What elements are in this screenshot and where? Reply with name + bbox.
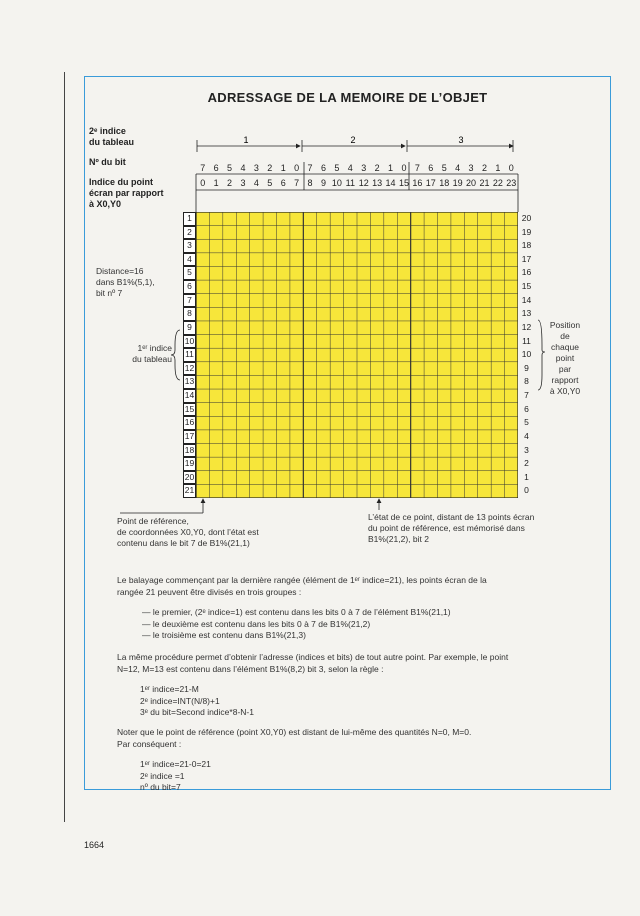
point-index-cell: 18	[439, 178, 450, 188]
row-number-cell: 6	[183, 280, 196, 294]
bit-number-cell: 6	[213, 163, 219, 173]
bit-number-cell: 3	[468, 163, 474, 173]
y-position-cell: 13	[521, 308, 532, 319]
point-index-cell: 7	[294, 178, 300, 188]
distance-note-line2: dans B1%(5,1),	[96, 277, 155, 287]
rule-line1: 1ᵉʳ indice=21-M	[140, 684, 199, 694]
row-number-cell: 19	[183, 457, 196, 471]
y-position-cell: 12	[521, 321, 532, 332]
bit-number-cell: 1	[388, 163, 394, 173]
index1-note-line2: du tableau	[132, 354, 172, 364]
point-index-cell: 16	[412, 178, 423, 188]
bit-number-cell: 4	[455, 163, 461, 173]
row-number-cell: 11	[183, 348, 196, 362]
position-note-line6: rapport	[551, 375, 579, 385]
point-index-cell: 2	[227, 178, 233, 188]
position-note-line2: de	[560, 331, 570, 341]
bit-number-cell: 7	[307, 163, 313, 173]
row-number-cell: 16	[183, 416, 196, 430]
bit-number-cell: 0	[401, 163, 407, 173]
row-number-cell: 2	[183, 226, 196, 240]
distance-note-line1: Distance=16	[96, 266, 144, 276]
bit-number-cell: 1	[495, 163, 501, 173]
point-index-cell: 5	[267, 178, 273, 188]
page-number: 1664	[84, 840, 105, 850]
bit-number-cell: 3	[253, 163, 259, 173]
reference-point-note	[117, 516, 259, 549]
bit-number-cell: 7	[414, 163, 420, 173]
y-position-cell: 17	[521, 253, 532, 264]
point-index-header-line1: Indice du point	[89, 177, 153, 187]
example-line2: 2ᵉ indice =1	[140, 770, 185, 781]
row-number-cell: 15	[183, 403, 196, 417]
y-position-cell: 14	[521, 294, 532, 305]
y-position-cell: 1	[524, 471, 529, 482]
point-index-cell: 13	[372, 178, 383, 188]
point-index-cell: 8	[307, 178, 313, 188]
state-point-note	[368, 512, 534, 545]
bit-number-cell: 5	[441, 163, 447, 173]
group-2-label: 2	[350, 135, 356, 145]
bit-number-cell: 2	[267, 163, 273, 173]
paragraph-scan-line1: Le balayage commençant par la dernière rangée (élément de 1ᵉʳ indice=21), les points écran de la	[117, 575, 487, 585]
group-list-item1: — le premier, (2ᵉ indice=1) est contenu dans les bits 0 à 7 de l’élément B1%(21,1)	[142, 607, 451, 617]
point-index-cell: 20	[466, 178, 477, 188]
point-index-cell: 1	[213, 178, 219, 188]
paragraph-procedure	[117, 652, 537, 675]
point-index-header-line3: à X0,Y0	[89, 199, 122, 209]
state-note-line3: B1%(21,2), bit 2	[368, 534, 429, 544]
y-position-cell: 20	[521, 213, 532, 223]
rule-line3: 3ᵉ du bit=Second indice*8-N-1	[140, 707, 254, 717]
point-index-header-line2: écran par rapport	[89, 188, 164, 198]
y-position-cell: 15	[521, 281, 532, 292]
bit-number-header: Nº du bit	[89, 157, 126, 167]
y-position-cell: 0	[524, 485, 529, 496]
state-note-line2: du point de référence, est mémorisé dans	[368, 523, 525, 533]
y-position-cell: 16	[521, 267, 532, 278]
position-note-line3: chaque	[551, 342, 579, 352]
paragraph-procedure-line1: La même procédure permet d’obtenir l’adresse (indices et bits) de tout autre point. Par exemple, le point	[117, 652, 509, 662]
paragraph-note-line2: Par conséquent :	[117, 738, 182, 749]
position-note-line4: point	[555, 353, 575, 363]
row-number-cell: 4	[183, 253, 196, 267]
paragraph-note	[117, 727, 537, 750]
example-line1: 1ᵉʳ indice=21-0=21	[140, 759, 211, 769]
group-list-item2: — le deuxième est contenu dans les bits 0 à 7 de B1%(21,2)	[142, 618, 371, 629]
position-note-line1: Position	[549, 320, 581, 330]
y-position-cell: 4	[524, 430, 529, 441]
index1-note	[116, 343, 172, 365]
rule-line2: 2ᵉ indice=INT(N/8)+1	[140, 695, 220, 706]
row-number-cell: 5	[183, 266, 196, 280]
example-list	[140, 759, 560, 794]
group-3-label: 3	[458, 135, 464, 145]
paragraph-scan	[117, 575, 537, 598]
point-index-cell: 9	[320, 178, 326, 188]
row-number-cell: 1	[183, 212, 196, 226]
point-index-cell: 4	[253, 178, 259, 188]
point-index-cell: 14	[385, 178, 396, 188]
point-index-cell: 23	[506, 178, 517, 188]
row-number-cell: 8	[183, 307, 196, 321]
bit-number-cell: 6	[320, 163, 326, 173]
row-number-cell: 17	[183, 430, 196, 444]
row-number-cell: 13	[183, 375, 196, 389]
point-index-cell: 19	[452, 178, 463, 188]
distance-note	[96, 266, 155, 299]
bit-number-cell: 2	[481, 163, 487, 173]
bit-number-cell: 4	[347, 163, 353, 173]
index2-header-line1: 2ᵉ indice	[89, 126, 126, 136]
y-position-cell: 5	[524, 417, 529, 428]
row-number-cell: 18	[183, 444, 196, 458]
point-index-cell: 6	[280, 178, 286, 188]
y-position-cell: 3	[524, 444, 529, 455]
point-index-cell: 12	[358, 178, 369, 188]
index1-note-line1: 1ᵉʳ indice	[137, 343, 172, 353]
point-index-cell: 10	[331, 178, 342, 188]
bit-number-cell: 3	[361, 163, 367, 173]
row-number-cell: 7	[183, 294, 196, 308]
y-position-cell: 18	[521, 240, 532, 251]
point-index-cell: 15	[398, 178, 409, 188]
reference-note-line2: de coordonnées X0,Y0, dont l’état est	[117, 527, 259, 537]
bit-number-cell: 7	[200, 163, 206, 173]
rule-list	[140, 684, 560, 719]
memory-grid	[196, 212, 518, 498]
bit-number-cell: 4	[240, 163, 246, 173]
point-index-cell: 0	[200, 178, 206, 188]
row-number-cell: 21	[183, 484, 196, 498]
group-1-label: 1	[243, 135, 249, 145]
position-note-line7: à X0,Y0	[549, 386, 581, 396]
y-position-cell: 6	[524, 403, 529, 414]
bit-number-cell: 2	[374, 163, 380, 173]
paragraph-procedure-line2: N=12, M=13 est contenu dans l’élément B1%(8,2) bit 3, selon la règle :	[117, 663, 384, 674]
y-position-cell: 11	[522, 335, 531, 346]
point-index-cell: 17	[425, 178, 436, 188]
bit-number-cell: 6	[428, 163, 434, 173]
bit-number-cell: 0	[508, 163, 514, 173]
reference-note-line1: Point de référence,	[117, 516, 189, 526]
page-title: ADRESSAGE DE LA MEMOIRE DE L’OBJET	[207, 90, 488, 105]
bit-number-cell: 1	[280, 163, 286, 173]
bit-number-cell: 0	[294, 163, 300, 173]
y-position-cell: 7	[524, 390, 529, 401]
point-index-cell: 3	[240, 178, 246, 188]
paragraph-scan-line2: rangée 21 peuvent être divisés en trois groupes :	[117, 586, 302, 597]
example-line3: nº du bit=7	[140, 782, 181, 792]
index2-header-line2: du tableau	[89, 137, 135, 147]
position-note-line5: par	[558, 364, 572, 374]
state-note-line1: L’état de ce point, distant de 13 points écran	[368, 512, 535, 522]
group-list-item3: — le troisième est contenu dans B1%(21,3)	[142, 630, 306, 640]
reference-note-line3: contenu dans le bit 7 de B1%(21,1)	[117, 538, 250, 548]
point-index-cell: 21	[479, 178, 490, 188]
y-position-cell: 19	[521, 226, 532, 237]
row-number-cell: 9	[183, 321, 196, 335]
row-number-cell: 20	[183, 471, 196, 485]
group-list	[142, 607, 562, 642]
row-number-cell: 3	[183, 239, 196, 253]
y-position-cell: 2	[524, 458, 529, 469]
row-number-cell: 12	[183, 362, 196, 376]
y-position-cell: 8	[524, 376, 529, 387]
y-position-cell: 10	[521, 349, 532, 360]
position-note	[540, 320, 590, 397]
row-number-cell: 10	[183, 335, 196, 349]
point-index-cell: 11	[345, 178, 355, 188]
bit-number-cell: 5	[334, 163, 340, 173]
bit-number-cell: 5	[227, 163, 233, 173]
distance-note-line3: bit nº 7	[96, 288, 123, 298]
row-number-cell: 14	[183, 389, 196, 403]
paragraph-note-line1: Noter que le point de référence (point X0,Y0) est distant de lui-même des quantités N=0, M=0.	[117, 727, 472, 737]
y-position-cell: 9	[524, 362, 529, 373]
point-index-cell: 22	[492, 178, 503, 188]
